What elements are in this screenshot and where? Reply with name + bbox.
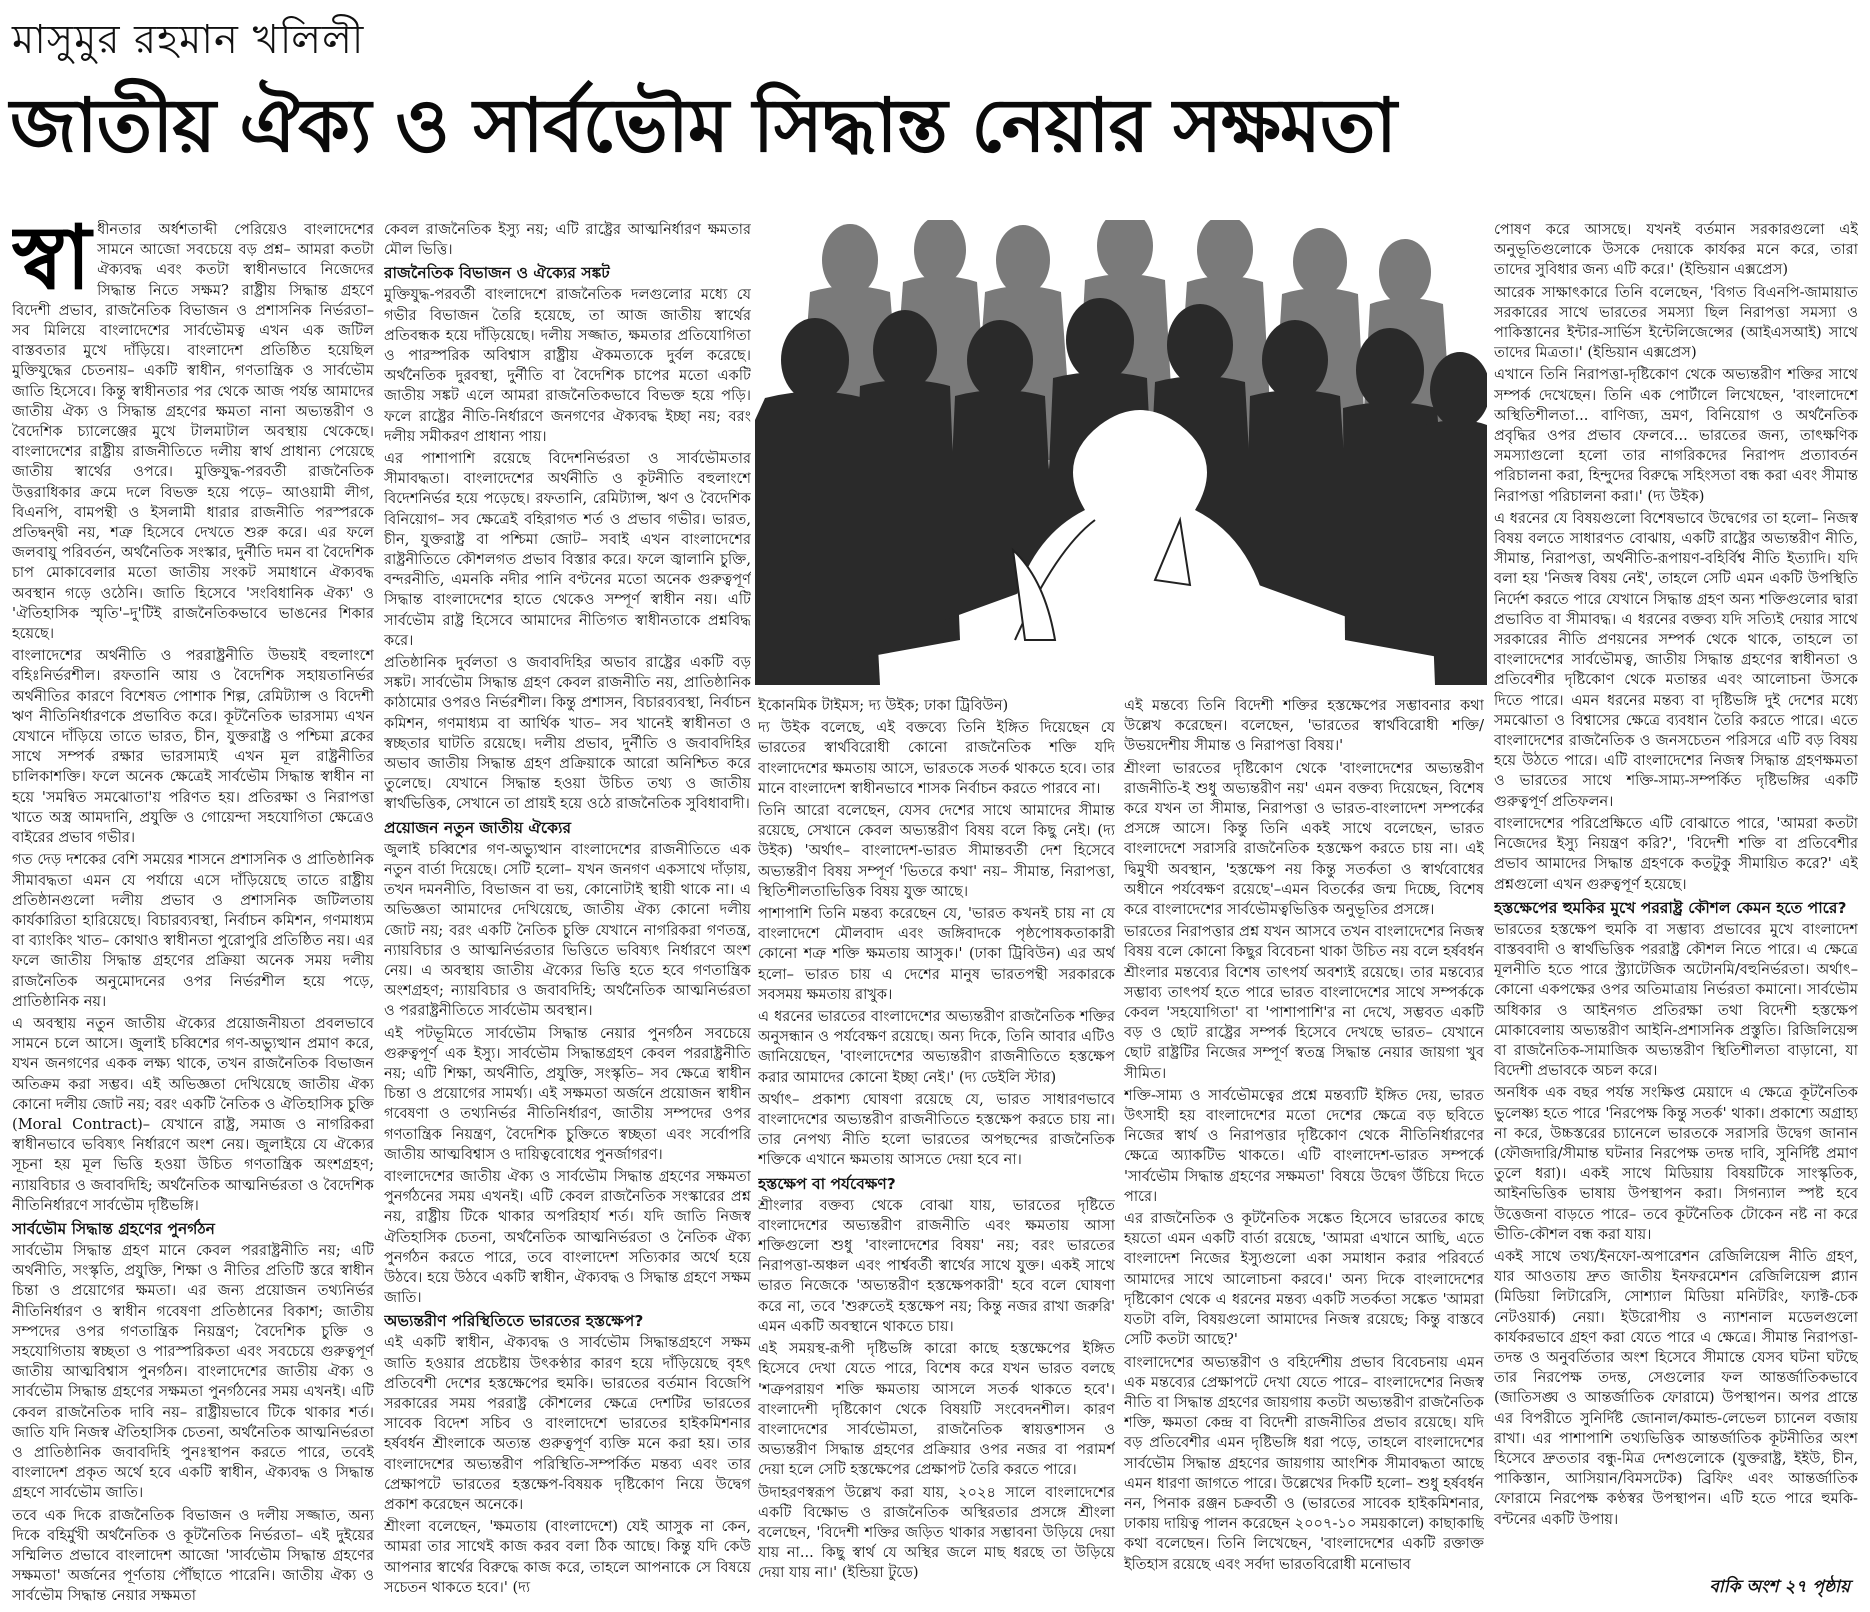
paragraph: বাংলাদেশের অভ্যন্তরীণ ও বহির্দেশীয় প্রভাব বিবেচনায় এমন এক মন্তব্যের প্রেক্ষাপটে দেখা যেতে পারে– বাংলাদেশের নিজস্ব নীতি বা সিদ্ধান্ত গ্রহণের জায়গায় কতটা অভ্যন্তরীণ রাজনৈতিক শক্তি, ক্ষমতা কেন্দ্র বা বিদেশী রাজনীতির প্রভাব রয়েছে। যদি বড় প্রতিবেশীর এমন দৃষ্টিভঙ্গি ধরা পড়ে, তাহলে বাংলাদেশের সার্বভৌম সিদ্ধান্ত গ্রহণের জায়গায় আংশিক সীমাবদ্ধতা আছে এমন ধারণা জাগতে পারে। উল্লেখের দিকটি হলো– শুধু হর্ষবর্ধন নন, পিনাক রঞ্জন চক্রবর্তী ও (ভারতের সাবেক হাইকমিশনার, ঢাকায় দায়িত্ব পালন করেছেন ২০০৭-১০ সময়কালে) কাছাকাছি কথা বলেছেন। তিনি লিখেছেন, 'বাংলাদেশের একটি রক্তাক্ত ইতিহাস রয়েছে এবং সর্বদা ভারতবিরোধী মনোভাব <box>1124 1353 1484 1573</box>
subheading: অভ্যন্তরীণ পরিস্থিতিতে ভারতের হস্তক্ষেপ? <box>384 1312 644 1331</box>
article-column-2 <box>384 220 751 1605</box>
subheading: প্রয়োজন নতুন জাতীয় ঐক্যের <box>384 818 571 837</box>
paragraph: বাংলাদেশের জাতীয় ঐক্য ও সার্বভৌম সিদ্ধান্ত গ্রহণের সক্ষমতা পুনর্গঠনের সময় এখনই। এটি কেবল রাজনৈতিক সংস্কারের প্রশ্ন নয়, রাষ্ট্রীয় টিকে থাকার অপরিহার্য শর্ত। যদি জাতি নিজস্ব ঐতিহাসিক চেতনা, অর্থনৈতিক আত্মনির্ভরতা ও নৈতিক ঐক্য পুনর্গঠন করতে পারে, তবে বাংলাদেশ সত্যিকার অর্থে হয়ে উঠবে। হয়ে উঠবে একটি স্বাধীন, ঐক্যবদ্ধ ও সিদ্ধান্ত গ্রহণে সক্ষম জাতি। <box>384 1167 751 1307</box>
subheading: হস্তক্ষেপের হুমকির মুখে পররাষ্ট্র কৌশল কেমন হতে পারে? <box>1494 898 1847 917</box>
paragraph: প্রতিষ্ঠানিক দুর্বলতা ও জবাবদিহির অভাব রাষ্ট্রের একটি বড় সঙ্কট। সার্বভৌম সিদ্ধান্ত গ্রহণ কেবল রাজনীতি নয়, প্রাতিষ্ঠানিক কাঠামোর ওপরও নির্ভরশীল। কিন্তু প্রশাসন, বিচারব্যবস্থা, নির্বাচন কমিশন, গণমাধ্যম বা আর্থিক খাত– সব খানেই স্বাধীনতা ও স্বচ্ছতার ঘাটতি রয়েছে। দলীয় প্রভাব, দুর্নীতি ও জবাবদিহির অভাব জাতীয় সিদ্ধান্ত গ্রহণ প্রক্রিয়াকে আরো অনিশ্চিত করে তুলেছে। যেখানে সিদ্ধান্ত হওয়া উচিত তথ্য ও জাতীয় স্বার্থভিত্তিক, সেখানে তা প্রায়ই হয়ে ওঠে রাজনৈতিক সুবিধাবাদী। <box>384 654 751 813</box>
paragraph: বাংলাদেশের অর্থনীতি ও পররাষ্ট্রনীতি উভয়ই বহুলাংশে বহিঃনির্ভরশীল। রফতানি আয় ও বৈদেশিক সহায়তানির্ভর অর্থনীতির কারণে বিশেষত পোশাক শিল্প, রেমিট্যান্স ও বিদেশী ঋণ নীতিনির্ধারণকে প্রভাবিত করে। কূটনৈতিক ভারসাম্য এখন যেখানে দাঁড়িয়ে তাতে ভারত, চীন, যুক্তরাষ্ট্র ও পশ্চিমা ব্লকের সাথে সম্পর্ক রক্ষার ভারসাম্যই এখন মূল রাষ্ট্রনীতির চালিকাশক্তি। ফলে অনেক ক্ষেত্রেই সার্বভৌম সিদ্ধান্ত স্বাধীন না হয়ে 'সমন্বিত সমঝোতা'য় পরিণত হয়। প্রতিরক্ষা ও নিরাপত্তা খাতে অস্ত্র আমদানি, প্রযুক্তি ও গোয়েন্দা সহযোগিতা ক্ষেত্রেও বাইরের প্রভাব গভীর। <box>12 647 374 847</box>
paragraph: আরেক সাক্ষাৎকারে তিনি বলেছেন, 'বিগত বিএনপি-জামায়াত সরকারের সাথে ভারতের সমস্যা ছিল নিরাপত্তা সমস্যা ও পাকিস্তানের ইন্টার-সার্ভিস ইন্টেলিজেন্সের (আইএসআই) সাথে তাদের মিত্রতা।' (ইন্ডিয়ান এক্সপ্রেস) <box>1494 283 1858 362</box>
paragraph: গত দেড় দশকের বেশি সময়ের শাসনে প্রশাসনিক ও প্রাতিষ্ঠানিক সীমাবদ্ধতা এমন যে পর্যায়ে এসে দাঁড়িয়েছে তাতে রাষ্ট্রীয় প্রতিষ্ঠানগুলো দলীয় প্রভাব ও প্রশাসনিক জটিলতায় কার্যকারিতা হারিয়েছে। বিচারব্যবস্থা, নির্বাচন কমিশন, গণমাধ্যম বা ব্যাংকিং খাত– কোথাও স্বাধীনতা পুরোপুরি প্রতিষ্ঠিত নয়। এর ফলে জাতীয় সিদ্ধান্ত গ্রহণের প্রক্রিয়া অনেক সময় দলীয় রাজনৈতিক অনুমোদনের ওপর নির্ভরশীল হয়ে পড়ে, প্রাতিষ্ঠানিক নয়। <box>12 851 374 1010</box>
subheading: হস্তক্ষেপ বা পর্যবেক্ষণ? <box>758 1174 896 1193</box>
continued-on-page-note: বাকি অংশ ২৭ পৃষ্ঠায় <box>1709 1577 1850 1597</box>
paragraph: ভারতের নিরাপত্তার প্রশ্ন যখন আসবে তখন বাংলাদেশের নিজস্ব বিষয় বলে কোনো কিছুর বিবেচনা থাকা উচিত নয় বলে হর্ষবর্ধন শ্রীংলার মন্তব্যের বিশেষ তাৎপর্য অবশ্যই রয়েছে। তার মন্তব্যের সম্ভাব্য তাৎপর্য হতে পারে ভারত বাংলাদেশের সাথে সম্পর্ককে কেবল 'সহযোগিতা' বা 'পাশাপাশি'র না দেখে, সম্ভবত একটি বড় ও ছোট রাষ্ট্রের সম্পর্ক হিসেবে দেখছে ভারত– যেখানে ছোট রাষ্ট্রটির নিজের সম্পূর্ণ স্বতন্ত্র সিদ্ধান্ত নেয়ার জায়গা খুব সীমিত। <box>1124 923 1484 1082</box>
paragraph: পাশাপাশি তিনি মন্তব্য করেছেন যে, 'ভারত কখনই চায় না যে বাংলাদেশে মৌলবাদ এবং জঙ্গিবাদকে পৃষ্ঠপোষকতাকারী কোনো শত্রু শক্তি ক্ষমতায় আসুক।' (ঢাকা ট্রিবিউন) এর অর্থ হলো– ভারত চায় এ দেশের মানুষ ভারতপন্থী সরকারকে সবসময় ক্ষমতায় রাখুক। <box>758 905 1115 1003</box>
paragraph: সার্বভৌম সিদ্ধান্ত গ্রহণ মানে কেবল পররাষ্ট্রনীতি নয়; এটি অর্থনীতি, সংস্কৃতি, প্রযুক্তি, শিক্ষা ও নীতির প্রতিটি স্তরে স্বাধীন চিন্তা ও প্রয়োগের ক্ষমতা। এর জন্য প্রয়োজন তথ্যনির্ভর নীতিনির্ধারণ ও স্বাধীন গবেষণা প্রতিষ্ঠানের বিকাশ; জাতীয় সম্পদের ওপর গণতান্ত্রিক নিয়ন্ত্রণ; বৈদেশিক চুক্তি ও সহযোগিতায় স্বচ্ছতা ও পারস্পরিকতা এবং সবচেয়ে গুরুত্বপূর্ণ জাতীয় আত্মবিশ্বাস পুনর্গঠন। বাংলাদেশের জাতীয় ঐক্য ও সার্বভৌম সিদ্ধান্ত গ্রহণের সক্ষমতা পুনর্গঠনের সময় এখনই। এটি কেবল রাজনৈতিক দাবি নয়– রাষ্ট্রীয়ভাবে টিকে থাকার শর্ত। জাতি যদি নিজস্ব ঐতিহাসিক চেতনা, অর্থনৈতিক আত্মনির্ভরতা ও প্রাতিষ্ঠানিক জবাবদিহি পুনঃস্থাপন করতে পারে, তবেই বাংলাদেশ প্রকৃত অর্থে হবে একটি স্বাধীন, ঐক্যবদ্ধ ও সিদ্ধান্ত গ্রহণে সার্বভৌম জাতি। <box>12 1241 374 1502</box>
drop-cap: স্বা <box>12 220 92 309</box>
paragraph: এ অবস্থায় নতুন জাতীয় ঐক্যের প্রয়োজনীয়তা প্রবলভাবে সামনে চলে আসে। জুলাই চব্বিশের গণ-অভ্যুত্থান প্রমাণ করে, যখন জনগণের একক লক্ষ্য থাকে, তখন রাজনৈতিক বিভাজন অতিক্রম করা সম্ভব। এই অভিজ্ঞতা দেখিয়েছে জাতীয় ঐক্য কোনো দলীয় জোট নয়; বরং একটি নৈতিক ও ঐতিহাসিক চুক্তি (Moral Contract)– যেখানে রাষ্ট্র, সমাজ ও নাগরিকরা স্বাধীনভাবে ভবিষ্যৎ নির্ধারণে অংশ নেয়। জুলাইয়ে যে ঐক্যের সূচনা হয় মূল ভিত্তি হওয়া উচিত গণতান্ত্রিক অংশগ্রহণ; ন্যায়বিচার ও জবাবদিহি; অর্থনৈতিক আত্মনির্ভরতা ও বৈদেশিক নীতিনির্ধারণে সার্বভৌম দৃষ্টিভঙ্গি। <box>12 1014 374 1214</box>
paragraph: এ ধরনের ভারতের বাংলাদেশের অভ্যন্তরীণ রাজনৈতিক শক্তির অনুসন্ধান ও পর্যবেক্ষণ রয়েছে। অন্য দিকে, তিনি আবার এটিও জানিয়েছেন, 'বাংলাদেশের অভ্যন্তরীণ রাজনীতিতে হস্তক্ষেপ করার আমাদের কোনো ইচ্ছা নেই।' (দ্য ডেইলি স্টার) <box>758 1008 1115 1086</box>
paragraph: কেবল রাজনৈতিক ইস্যু নয়; এটি রাষ্ট্রের আত্মনির্ধারণ ক্ষমতার মৌল ভিত্তি। <box>384 221 751 259</box>
article-column-5 <box>1494 220 1858 1580</box>
paragraph: দ্য উইক বলেছে, এই বক্তব্যে তিনি ইঙ্গিত দিয়েছেন যে ভারতের স্বার্থবিরোধী কোনো রাজনৈতিক শক্তি যদি বাংলাদেশের ক্ষমতায় আসে, ভারতকে সতর্ক থাকতে হবে। তার মানে বাংলাদেশ স্বাধীনভাবে শাসক নির্বাচন করতে পারবে না। <box>758 719 1115 797</box>
paragraph: বাংলাদেশের পরিপ্রেক্ষিতে এটি বোঝাতে পারে, 'আমরা কতটা নিজেদের ইস্যু নিয়ন্ত্রণ করি?', 'বিদেশী শক্তি বা প্রতিবেশীর প্রভাব আমাদের সিদ্ধান্ত গ্রহণকে কতটুকু সীমায়িত করে?' এই প্রশ্নগুলো এখন গুরুত্বপূর্ণ হয়েছে। <box>1494 814 1858 893</box>
paragraph: অনধিক এক বছর পর্যন্ত সংক্ষিপ্ত মেয়াদে এ ক্ষেত্রে কূটনৈতিক ভুলেষ্ণ্য হতে পারে 'নিরপেক্ষ কিন্তু সতর্ক' থাকা। প্রকাশ্যে অগ্রাহ্য না করে, উচ্চস্তরের চ্যানেলে ভারতকে সরাসরি উদ্বেগ জানান (ফৌজদারি/সীমান্ত ঘটনার নিরপেক্ষ তদন্ত দাবি, সুনির্দিষ্ট প্রমাণ তুলে ধরা)। একই সাথে মিডিয়ায় বিষয়টিকে সাংস্কৃতিক, আইনভিত্তিক ভাষায় উপস্থাপন করা। সিগন্যাল স্পষ্ট হবে উত্তেজনা বাড়তে পারে– তবে কূটনৈতিক টোকেন নষ্ট না করে ভীতি-কৌশল বন্ধ করা যায়। <box>1494 1084 1858 1243</box>
paragraph: এই সময়স্থ-রূপী দৃষ্টিভঙ্গি কারো কাছে হস্তক্ষেপের ইঙ্গিত হিসেবে দেখা যেতে পারে, বিশেষ করে যখন ভারত বলছে 'শত্রুপরায়ণ শক্তি ক্ষমতায় আসলে সতর্ক থাকতে হবে'। বাংলাদেশী দৃষ্টিকোণ থেকে বিষয়টি সংবেদনশীল। কারণ বাংলাদেশের সার্বভৌমতা, রাজনৈতিক স্বায়ত্তশাসন ও অভ্যন্তরীণ সিদ্ধান্ত গ্রহণের প্রক্রিয়ার ওপর নজর বা পরামর্শ দেয়া হলে সেটি হস্তক্ষেপের প্রেক্ষাপট তৈরি করতে পারে। <box>758 1340 1115 1479</box>
paragraph: এই পটভূমিতে সার্বভৌম সিদ্ধান্ত নেয়ার পুনর্গঠন সবচেয়ে গুরুত্বপূর্ণ এক ইস্যু। সার্বভৌম সিদ্ধান্তগ্রহণ কেবল পররাষ্ট্রনীতি নয়; এটি শিক্ষা, অর্থনীতি, প্রযুক্তি, সংস্কৃতি– সব ক্ষেত্রে স্বাধীন চিন্তা ও প্রয়োগের সামর্থ্য। এই সক্ষমতা অর্জনে প্রয়োজন স্বাধীন গবেষণা ও তথ্যনির্ভর নীতিনির্ধারণ, জাতীয় সম্পদের ওপর গণতান্ত্রিক নিয়ন্ত্রণ, বৈদেশিক চুক্তিতে স্বচ্ছতা এবং সর্বোপরি জাতীয় আত্মবিশ্বাস ও দায়িত্ববোধের পুনর্জাগরণ। <box>384 1024 751 1163</box>
subheading: রাজনৈতিক বিভাজন ও ঐক্যের সঙ্কট <box>384 264 610 283</box>
paragraph: জুলাই চব্বিশের গণ-অভ্যুত্থান বাংলাদেশের রাজনীতিতে এক নতুন বার্তা দিয়েছে। সেটি হলো– যখন জনগণ একসাথে দাঁড়ায়, তখন দমননীতি, বিভাজন বা ভয়, কোনোটাই স্থায়ী থাকে না। এ অভিজ্ঞতা আমাদের দেখিয়েছে, জাতীয় ঐক্য কোনো দলীয় জোট নয়; বরং একটি নৈতিক চুক্তি যেখানে নাগরিকরা গণতন্ত্র, ন্যায়বিচার ও আত্মনির্ভরতার ভিত্তিতে ভবিষ্যৎ নির্ধারণে অংশ নেয়। এ অবস্থায় জাতীয় ঐক্যের ভিত্তি হতে হবে গণতান্ত্রিক অংশগ্রহণ; ন্যায়বিচার ও জবাবদিহি; অর্থনৈতিক আত্মনির্ভরতা ও পররাষ্ট্রনীতিতে সার্বভৌম অবস্থান। <box>384 840 751 1020</box>
article-column-3 <box>758 696 1115 1608</box>
paragraph: এই একটি স্বাধীন, ঐক্যবদ্ধ ও সার্বভৌম সিদ্ধান্তগ্রহণে সক্ষম জাতি হওয়ার প্রচেষ্টায় উৎকণ্ঠার কারণ হয়ে দাঁড়িয়েছে বৃহৎ প্রতিবেশী দেশের হস্তক্ষেপের হুমকি। ভারতের বর্তমান বিজেপি সরকারের সময় পররাষ্ট্র কৌশলের ক্ষেত্রে দেশটির ভারতের সাবেক বিদেশ সচিব ও বাংলাদেশে ভারতের হাইকমিশনার হর্ষবর্ধন শ্রীংলাকে অত্যন্ত গুরুত্বপূর্ণ ব্যক্তি মনে করা হয়। তার বাংলাদেশের অভ্যন্তরীণ পরিস্থিতি-সম্পর্কিত মন্তব্য এবং তার প্রেক্ষাপটে ভারতের হস্তক্ষেপ-বিষয়ক দৃষ্টিকোণ নিয়ে উদ্বেগ প্রকাশ করেছেন অনেকে। <box>384 1334 751 1513</box>
paragraph: অর্থাৎ– প্রকাশ্য ঘোষণা রয়েছে যে, ভারত সাধারণভাবে বাংলাদেশের অভ্যন্তরীণ রাজনীতিতে হস্তক্ষেপ করতে চায় না। তার নেপথ্য নীতি হলো ভারতের অপছন্দের রাজনৈতিক শক্তিকে এখানে ক্ষমতায় আসতে দেয়া হবে না। <box>758 1090 1115 1169</box>
paragraph: শক্তি-সাম্য ও সার্বভৌমত্বের প্রশ্নে মন্তব্যটি ইঙ্গিত দেয়, ভারত উৎসাহী হয় বাংলাদেশের মতো দেশের ক্ষেত্রে বড় ছবিতে নিজের স্বার্থ ও নিরাপত্তার দৃষ্টিকোণ থেকে নীতিনির্ধারণের ক্ষেত্রে অ্যাকটিভ থাকতে। এটি বাংলাদেশ-ভারত সম্পর্কে 'সার্বভৌম সিদ্ধান্ত গ্রহণের সক্ষমতা' বিষয়ে উদ্বেগ উঁচিয়ে দিতে পারে। <box>1124 1086 1484 1205</box>
paragraph: শ্রীংলা বলেছেন, 'ক্ষমতায় (বাংলাদেশে) যেই আসুক না কেন, আমরা তার সাথেই কাজ করব বলা ঠিক আছে। কিন্তু যদি কেউ আপনার স্বার্থের বিরুদ্ধে কাজ করে, তাহলে আপনাকে সে বিষয়ে সচেতন থাকতে হবে।' (দ্য <box>384 1518 751 1596</box>
paragraph: এ ধরনের যে বিষয়গুলো বিশেষভাবে উদ্বেগের তা হলো– নিজস্ব বিষয় বলতে সাধারণত বোঝায়, একটি রাষ্ট্রের অভ্যন্তরীণ নীতি, সীমান্ত, নিরাপত্তা, অর্থনীতি-রূপায়ণ-বহির্বিশ্ব নীতি ইত্যাদি। যদি বলা হয় 'নিজস্ব বিষয় নেই', তাহলে সেটি এমন একটি উপস্থিতি নির্দেশ করতে পারে যেখানে সিদ্ধান্ত গ্রহণ অন্য শক্তিগুলোর দ্বারা প্রভাবিত বা সীমাবদ্ধ। এ ধরনের বক্তব্য যদি সত্যিই দেয়ার সাথে সরকারের নীতি প্রণয়নের সম্পর্ক থেকে থাকে, তাহলে তা বাংলাদেশের সার্বভৌমত্ব, জাতীয় সিদ্ধান্ত গ্রহণের স্বাধীনতা ও প্রতিবেশীর দৃষ্টিকোণ থেকে মতান্তর এবং আলোচনা উসকে দিতে পারে। এমন ধরনের মন্তব্য বা দৃষ্টিভঙ্গি দুই দেশের মধ্যে সমঝোতা ও বিশ্বাসের ক্ষেত্রে ব্যবধান তৈরি করতে পারে। এতে বাংলাদেশের রাজনৈতিক ও জনসচেতন পরিসরে এটি বড় বিষয় হয়ে উঠতে পারে। এটি বাংলাদেশের নিজস্ব সিদ্ধান্ত গ্রহণক্ষমতা ও ভারতের সাথে শক্তি-সাম্য-সম্পর্কিত দৃষ্টিভঙ্গির একটি গুরুত্বপূর্ণ প্রতিফলন। <box>1494 509 1858 810</box>
paragraph: ধীনতার অর্ধশতাব্দী পেরিয়েও বাংলাদেশের সামনে আজো সবচেয়ে বড় প্রশ্ন– আমরা কতটা ঐক্যবদ্ধ এবং কতটা স্বাধীনভাবে নিজেদের সিদ্ধান্ত নিতে সক্ষম? রাষ্ট্রীয় সিদ্ধান্ত গ্রহণে বিদেশী প্রভাব, রাজনৈতিক বিভাজন ও প্রশাসনিক নির্ভরতা– সব মিলিয়ে বাংলাদেশের সার্বভৌমত্ব এখন এক জটিল বাস্তবতার মুখে দাঁড়িয়ে। বাংলাদেশ প্রতিষ্ঠিত হয়েছিল মুক্তিযুদ্ধের চেতনায়– একটি স্বাধীন, গণতান্ত্রিক ও সার্বভৌম জাতি হিসেবে। কিন্তু স্বাধীনতার পর থেকে আজ পর্যন্ত আমাদের জাতীয় ঐক্য ও সিদ্ধান্ত গ্রহণের ক্ষমতা নানা অভ্যন্তরীণ ও বৈদেশিক চ্যালেঞ্জের মুখে টালমাটাল অবস্থায় থেকেছে। বাংলাদেশের রাষ্ট্রীয় রাজনীতিতে দলীয় স্বার্থ প্রাধান্য পেয়েছে জাতীয় স্বার্থের ওপরে। মুক্তিযুদ্ধ-পরবর্তী রাজনৈতিক উত্তরাধিকার ক্রমে দলে বিভক্ত হয়ে পড়ে– আওয়ামী লীগ, বিএনপি, বামপন্থী ও ইসলামী ধারার রাজনীতি পরস্পরকে প্রতিদ্বন্দ্বী নয়, শত্রু হিসেবে দেখতে শুরু করে। এর ফলে জলবায়ু পরিবর্তন, অর্থনৈতিক সংস্কার, দুর্নীতি দমন বা বৈদেশিক চাপ মোকাবেলার মতো জাতীয় সংকট সমাধানে ঐক্যবদ্ধ অবস্থান গড়ে ওঠেনি। জাতি হিসেবে 'সংবিধানিক ঐক্য' ও 'ঐতিহাসিক স্মৃতি'–দু'টিই রাজনৈতিকভাবে ভাঙনের শিকার হয়েছে। <box>12 221 374 643</box>
byline: মাসুমুর রহমান খলিলী <box>12 17 365 63</box>
paragraph: শ্রীংলার বক্তব্য থেকে বোঝা যায়, ভারতের দৃষ্টিতে বাংলাদেশের অভ্যন্তরীণ রাজনীতি এবং ক্ষমতায় আসা শক্তিগুলো শুধু 'বাংলাদেশের বিষয়' নয়; বরং ভারতের নিরাপত্তা-অঞ্চল এবং পার্শ্ববর্তী স্বার্থের সাথে যুক্ত। একই সাথে ভারত নিজেকে 'অভ্যন্তরীণ হস্তক্ষেপকারী' হবে বলে ঘোষণা করে না, তবে 'শুরুতেই হস্তক্ষেপ নয়; কিন্তু নজর রাখা জরুরি' এমন একটি অবস্থানে থাকতে চায়। <box>758 1196 1115 1335</box>
paragraph: উদাহরণস্বরূপ উল্লেখ করা যায়, ২০২৪ সালে বাংলাদেশের একটি বিক্ষোভ ও রাজনৈতিক অস্থিরতার প্রসঙ্গে শ্রীংলা বলেছেন, 'বিদেশী শক্তির জড়িত থাকার সম্ভাবনা উড়িয়ে দেয়া যায় না... কিছু স্বার্থ যে অস্থির জলে মাছ ধরছে তা উড়িয়ে দেয়া যায় না।' (ইন্ডিয়া টুডে) <box>758 1483 1115 1582</box>
article-column-4 <box>1124 696 1484 1608</box>
paragraph: এর পাশাপাশি রয়েছে বিদেশনির্ভরতা ও সার্বভৌমতার সীমাবদ্ধতা। বাংলাদেশের অর্থনীতি ও কূটনীতি বহুলাংশে বিদেশনির্ভর হয়ে পড়েছে। রফতানি, রেমিট্যান্স, ঋণ ও বৈদেশিক বিনিয়োগ– সব ক্ষেত্রেই বহিরাগত শর্ত ও প্রভাব গভীর। ভারত, চীন, যুক্তরাষ্ট্র বা পশ্চিমা জোট– সবাই এখন বাংলাদেশের রাষ্ট্রনীতিতে কৌশলগত প্রভাব বিস্তার করে। ফলে জ্বালানি চুক্তি, বন্দরনীতি, এমনকি নদীর পানি বণ্টনের মতো অনেক গুরুত্বপূর্ণ সিদ্ধান্ত বাংলাদেশের হাতে থেকেও সম্পূর্ণ স্বাধীন নয়। এটি সার্বভৌম রাষ্ট্র হিসেবে আমাদের নীতিগত স্বাধীনতাকে প্রশ্নবিদ্ধ করে। <box>384 450 751 649</box>
paragraph: শ্রীংলা ভারতের দৃষ্টিকোণ থেকে 'বাংলাদেশের অভ্যন্তরীণ রাজনীতি-ই শুধু অভ্যন্তরীণ নয়' এমন বক্তব্য দিয়েছেন, বিশেষ করে যখন তা সীমান্ত, নিরাপত্তা ও ভারত-বাংলাদেশ সম্পর্কের প্রসঙ্গে আসে। কিন্তু তিনি একই সাথে বলেছেন, ভারত বাংলাদেশে সরাসরি রাজনৈতিক হস্তক্ষেপ করতে চায় না। এই দ্বিমুখী অবস্থান, 'হস্তক্ষেপ নয় কিন্তু সতর্কতা ও স্বার্থবোধের অধীনে পর্যবেক্ষণ রয়েছে'–এমন বিতর্কের জন্ম দিচ্ছে, বিশেষ করে বাংলাদেশের সার্বভৌমত্বভিত্তিক অনুভূতির প্রসঙ্গে। <box>1124 759 1484 919</box>
headline: জাতীয় ঐক্য ও সার্বভৌম সিদ্ধান্ত নেয়ার সক্ষমতা <box>10 83 1396 169</box>
subheading: সার্বভৌম সিদ্ধান্ত গ্রহণের পুনর্গঠন <box>12 1219 215 1238</box>
paragraph: এর রাজনৈতিক ও কূটনৈতিক সঙ্কেত হিসেবে ভারতের কাছে হয়তো এমন একটি বার্তা রয়েছে, 'আমরা এখানে আছি, এতে বাংলাদেশ নিজের ইস্যুগুলো একা সমাধান করার পরিবর্তে আমাদের সাথে আলোচনা করবে।' অন্য দিকে বাংলাদেশের দৃষ্টিকোণ থেকে এ ধরনের মন্তব্য একটি সতর্কতা সঙ্কেত 'আমরা যতটা বলি, বিষয়গুলো আমাদের নিজস্ব রয়েছে; কিন্তু বাস্তবে সেটি কতটা আছে?' <box>1124 1210 1484 1349</box>
paragraph: একই সাথে তথ্য/ইনফো-অপারেশন রেজিলিয়েন্স নীতি গ্রহণ, যার আওতায় দ্রুত জাতীয় ইনফরমেশন রেজিলিয়েন্স প্ল্যান (মিডিয়া লিটারেসি, সোশ্যাল মিডিয়া মনিটরিং, ফ্যাক্ট-চেক নেটওয়ার্ক) নেয়া। ইউরোপীয় ও ন্যাশনাল মডেলগুলো কার্যকরভাবে গ্রহণ করা যেতে পারে এ ক্ষেত্রে। সীমান্ত নিরাপত্তা-তদন্ত ও অনুবর্তিতার অংশ হিসেবে সীমান্তে যেসব ঘটনা ঘটছে তার নিরপেক্ষ তদন্ত, সেগুলোর ফল আন্তর্জাতিকভাবে (জাতিসঙ্ঘ ও আন্তর্জাতিক ফোরামে) উপস্থাপন। অপর প্রান্তে এর বিপরীতে সুনির্দিষ্ট জোনাল/কমান্ড-লেভেল চ্যানেল বজায় রাখা। এর পাশাপাশি তথ্যভিত্তিক আন্তর্জাতিক কূটনীতির অংশ হিসেবে দ্রুততার বন্ধু-মিত্র দেশগুলোকে (যুক্তরাষ্ট্র, ইইউ, চীন, পাকিস্তান, আসিয়ান/বিমসটেক) ব্রিফিং এবং আন্তর্জাতিক ফোরামে নিরপেক্ষ কণ্ঠস্বর উপস্থাপন। এটি হতে পারে হুমকি-বন্টনের একটি উপায়। <box>1494 1247 1858 1528</box>
paragraph: মুক্তিযুদ্ধ-পরবর্তী বাংলাদেশে রাজনৈতিক দলগুলোর মধ্যে যে গভীর বিভাজন তৈরি হয়েছে, তা আজ জাতীয় স্বার্থের প্রতিবন্ধক হয়ে দাঁড়িয়েছে। দলীয় সজ্জাত, ক্ষমতার প্রতিযোগিতা ও পারস্পরিক অবিশ্বাস রাষ্ট্রীয় ঐকমত্যকে দুর্বল করেছে। অর্থনৈতিক দুরবস্থা, দুর্নীতি বা বৈদেশিক চাপের মতো একটি জাতীয় সঙ্কট এলে আমরা রাজনৈতিকভাবে বিভক্ত হয়ে পড়ি। ফলে রাষ্ট্রের নীতি-নির্ধারণে জনগণের ঐক্যবদ্ধ ইচ্ছা নয়; বরং দলীয় সমীকরণ প্রাধান্য পায়। <box>384 286 751 445</box>
article-column-1 <box>12 220 374 1605</box>
paragraph: পোষণ করে আসছে। যখনই বর্তমান সরকারগুলো এই অনুভূতিগুলোকে উসকে দেয়াকে কার্যকর মনে করে, তারা তাদের সুবিধার জন্য এটি করে।' (ইন্ডিয়ান এক্সপ্রেস) <box>1494 221 1858 279</box>
paragraph: তবে এক দিকে রাজনৈতিক বিভাজন ও দলীয় সজ্জাত, অন্য দিকে বহির্মুখী অর্থনৈতিক ও কূটনৈতিক নির্ভরতা– এই দুইয়ের সম্মিলিত প্রভাবে বাংলাদেশ আজো 'সার্বভৌম সিদ্ধান্ত গ্রহণের সক্ষমতা' অর্জনের পূর্ণতায় পৌঁছাতে পারেনি। জাতীয় ঐক্য ও সার্বভৌম সিদ্ধান্ত নেয়ার সক্ষমতা <box>12 1506 374 1605</box>
paragraph: এই মন্তব্যে তিনি বিদেশী শক্তির হস্তক্ষেপের সম্ভাবনার কথা উল্লেখ করেছেন। বলেছেন, 'ভারতের স্বার্থবিরোধী শক্তি/উভয়দেশীয় সীমান্ত ও নিরাপত্তা বিষয়।' <box>1124 697 1484 755</box>
paragraph: তিনি আরো বলেছেন, যেসব দেশের সাথে আমাদের সীমান্ত রয়েছে, সেখানে কেবল অভ্যন্তরীণ বিষয় বলে কিছু নেই। (দ্য উইক) 'অর্থাৎ– বাংলাদেশ-ভারত সীমান্তবর্তী দেশ হিসেবে অভ্যন্তরীণ বিষয় সম্পূর্ণ 'ভিতরে কথা' নয়– সীমান্ত, নিরাপত্তা, স্থিতিশীলতাভিত্তিক বিষয় যুক্ত আছে। <box>758 802 1115 900</box>
paragraph: ভারতের হস্তক্ষেপ হুমকি বা সম্ভাব্য প্রভাবের মুখে বাংলাদেশ বাস্তববাদী ও স্বার্থভিত্তিক পররাষ্ট্র কৌশল নিতে পারে। এ ক্ষেত্রে মূলনীতি হতে পারে স্ট্র্যাটেজিক অটোনমি/বহুনির্ভরতা। অর্থাৎ– কোনো একপক্ষের ওপর অতিমাত্রায় নির্ভরতা কমানো। সার্বভৌম অধিকার ও আইনগত প্রতিরক্ষা তথা বিদেশী হস্তক্ষেপ মোকাবেলায় অভ্যন্তরীণ আইনি-প্রশাসনিক প্রস্তুতি। রিজিলিয়েন্স বা রাজনৈতিক-সামাজিক অভ্যন্তরীণ স্থিতিশীলতা বাড়ানো, যা বিদেশী প্রভাবকে অচল করে। <box>1494 920 1858 1080</box>
paragraph: ইকোনমিক টাইমস; দ্য উইক; ঢাকা ট্রিবিউন) <box>758 697 1009 714</box>
paragraph: এখানে তিনি নিরাপত্তা-দৃষ্টিকোণ থেকে অভ্যন্তরীণ শক্তির সাথে সম্পর্ক দেখেছেন। তিনি এক পোর্টালে লিখেছেন, 'বাংলাদেশে অস্থিতিশীলতা... বাণিজ্য, ভ্রমণ, বিনিয়োগ ও অর্থনৈতিক প্রবৃদ্ধির ওপর প্রভাব ফেলবে... ভারতের জন্য, তাৎক্ষণিক সমস্যাগুলো হলো তার নাগরিকদের নিরাপদ প্রত্যাবর্তন পরিচালনা করা, হিন্দুদের বিরুদ্ধে সহিংসতা বন্ধ করা এবং সীমান্ত নিরাপত্তা পরিচালনা করা।' (দ্য উইক) <box>1494 366 1858 505</box>
crowd-silhouette-illustration <box>755 220 1487 685</box>
